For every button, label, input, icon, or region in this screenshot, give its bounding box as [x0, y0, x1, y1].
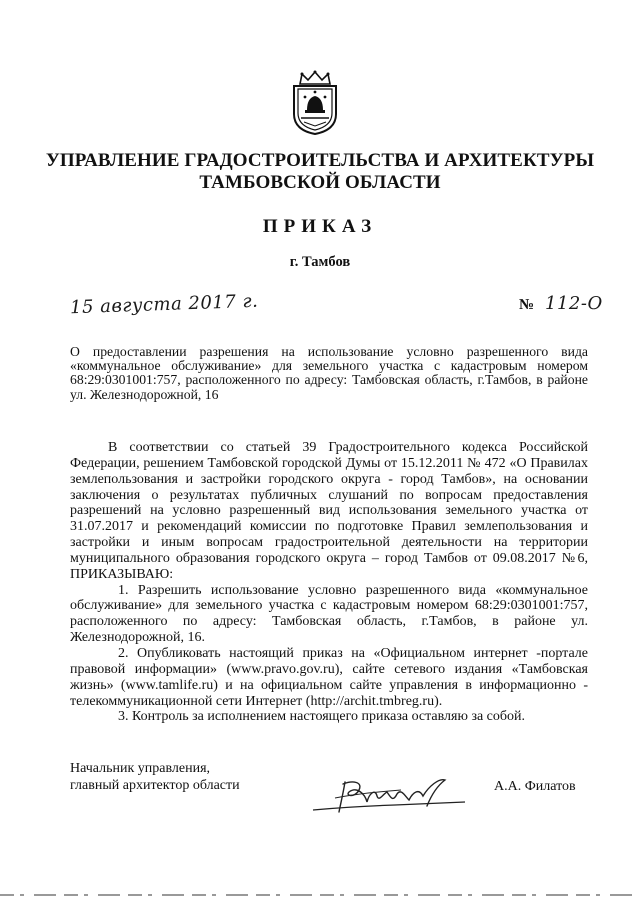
scan-edge-dashes [0, 890, 640, 900]
order-item-3: 3. Контроль за исполнением настоящего приказа оставляю за собой. [118, 709, 526, 725]
signatory-position-line-1: Начальник управления, [70, 761, 211, 776]
signatory-position-line-2: главный архитектор области [70, 778, 240, 793]
preamble-paragraph: В соответствии со статьей 39 Градостроительного кодекса Российской Федерации, решением Тамбовской городской Думы от 15.12.2011 № 472 «О Правилах землепользования и застройки городского округа - город Тамбов», на основании заключения о результатах публичных слушаний по вопросам предоставления разрешений на условно разрешенный вид использования земельного участка от 31.07.2017 и рекомендаций комиссии по подготовке Правил землепользования и застройки и иным вопросам градостроительной деятельности на территории муниципального образования городского округа – город Тамбов от 09.08.2017 №6, ПРИКАЗЫВАЮ: [70, 440, 588, 582]
order-number-label: № [519, 297, 535, 313]
handwritten-order-number: 112-О [545, 293, 603, 314]
tambov-region-coat-of-arms-icon [290, 70, 340, 136]
order-item-1: 1. Разрешить использование условно разрешенного вида «коммунальное обслуживание» для земельного участка с кадастровым номером 68:29:0301001:757, расположенного по адресу: Тамбовская область, г.Тамбов, в районе ул. Железнодорожной, 16. [70, 582, 588, 646]
handwritten-signature [305, 772, 480, 820]
organization-name-line-1: УПРАВЛЕНИЕ ГРАДОСТРОИТЕЛЬСТВА И АРХИТЕКТУРЫ [45, 150, 595, 171]
handwritten-date: 15 августа 2017 г. [69, 290, 259, 319]
order-body [70, 440, 588, 725]
order-item-2: 2. Опубликовать настоящий приказ на «Официальном интернет -портале правовой информации» (www.pravo.gov.ru), сайте сетевого издания «Тамбовская жизнь» (www.tamlife.ru) и на официальном сайте управления в информационно - телекоммуникационной сети Интернет (http://archit.tmbreg.ru). [70, 645, 588, 709]
signatory-position [70, 760, 240, 794]
signatory-name: А.А. Филатов [494, 779, 576, 794]
organization-name-line-2: ТАМБОВСКОЙ ОБЛАСТИ [199, 172, 441, 193]
document-type-title: ПРИКАЗ [262, 216, 378, 237]
city-label: г. Тамбов [289, 254, 351, 270]
order-subject: О предоставлении разрешения на использование условно разрешенного вида «коммунальное обслуживание» для земельного участка с кадастровым номером 68:29:0301001:757, расположенного по адресу: Тамбовская область, г.Тамбов, в районе ул. Железнодорожной, 16 [70, 344, 588, 402]
